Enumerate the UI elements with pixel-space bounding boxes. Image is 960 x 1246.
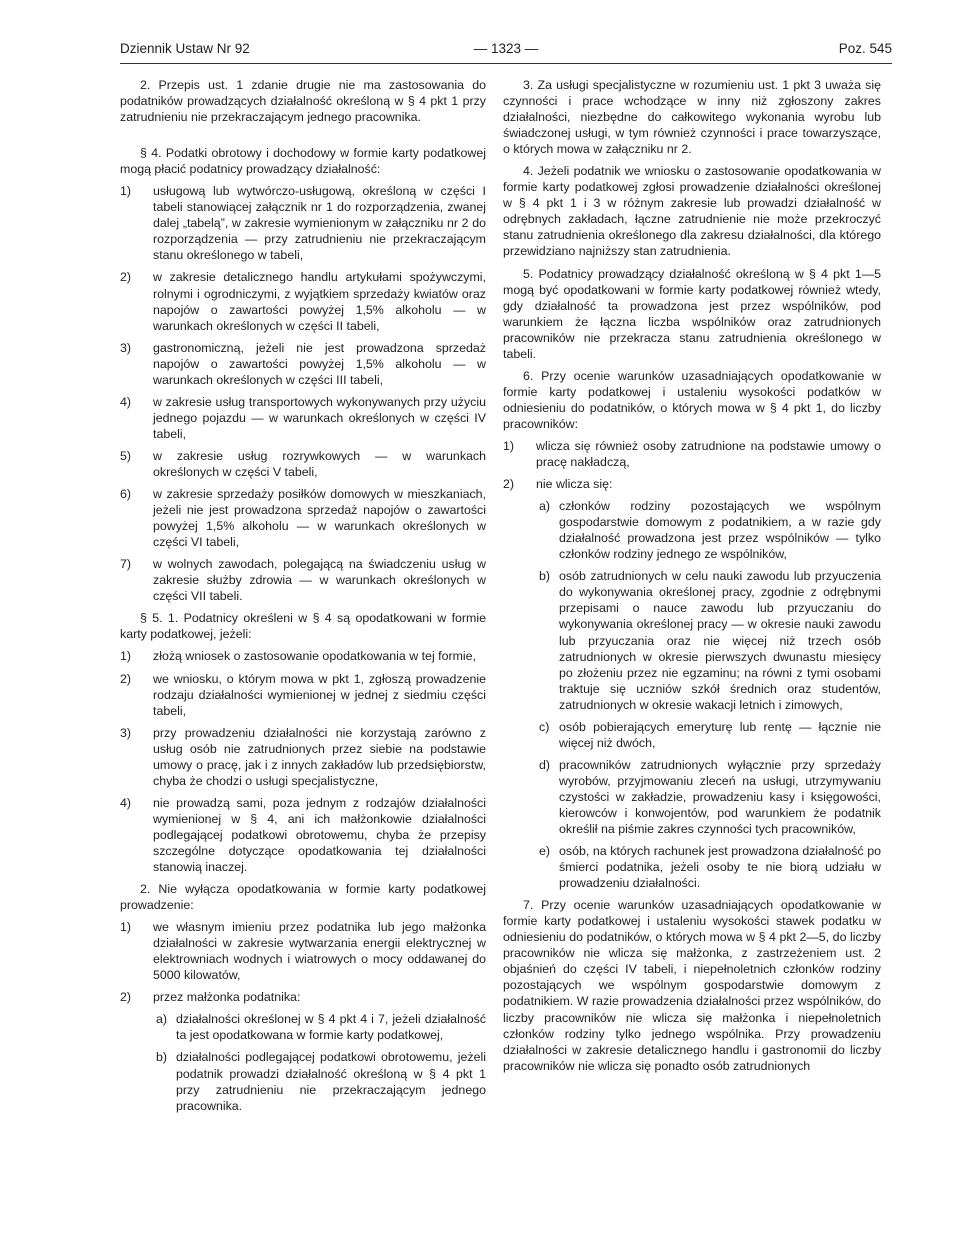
sub-item-text: działalności podlegającej podatkowi obrotowemu, jeżeli podatnik prowadzi działalność określoną w § 4 pkt 1 przy zatrudnieniu nie przekraczającym jednego pracownika. <box>176 1050 486 1113</box>
item-number: 1) <box>503 438 515 453</box>
item-text: przy prowadzeniu działalności nie korzystają zarówno z usług osób nie zatrudnionych przez siebie na podstawie umowy o pracę, jak i z innych zakładów lub przedsiębiorstw, chyba że chodzi o usługi specjalistyczne, <box>153 725 486 788</box>
sub-item-letter: c) <box>539 719 550 734</box>
sub-item-text: osób zatrudnionych w celu nauki zawodu lub przyuczenia do wykonywania określonej pracy, zgodnie z odrębnymi przepisami o nauce zawodu lub przyuczaniu do wykonywania określonej pracy — w okresie nauki zawodu lub przyuczania oraz nie więcej niż trzech osób zatrudnionych w okresie pierwszych dwunastu miesięcy po złożeniu przez nie egzaminu; na równi z tymi osobami traktuje się uczniów szkół średnich oraz studentów, zatrudnionych w okresie wakacji letnich i zimowych, <box>559 569 881 712</box>
item-text: przez małżonka podatnika: <box>153 990 301 1005</box>
list-item <box>120 183 486 263</box>
sub-item <box>503 843 881 891</box>
item-number: 5) <box>120 448 132 463</box>
item-text: w wolnych zawodach, polegającą na świadczeniu usług w zakresie służby zdrowia — w warunkach określonych w części VII tabeli. <box>153 557 486 604</box>
right-column <box>503 77 881 1080</box>
paragraph-7: 7. Przy ocenie warunków uzasadniających opodatkowanie w formie karty podatkowej i ustaleniu wysokości stawek podatku w odniesieniu do podatników, o których mowa w § 4 pkt 2—5, do liczby pracowników nie wlicza się małżonka, z zastrzeżeniem ust. 2 objaśnień do części IV tabeli, i niepełnoletnich członków rodziny pozostających we wspólnym gospodarstwie domowym z podatnikiem. W razie prowadzenia działalności przez wspólników, do liczby pracowników nie wlicza się małżonka i niepełnoletnich członków rodziny tylko jednego wspólnika. Przy prowadzeniu działalności w zakresie detalicznego handlu i gastronomii do liczby pracowników nie wlicza się ponadto osób zatrudnionych <box>503 898 881 1073</box>
list-item <box>503 476 881 492</box>
left-column <box>120 77 486 1120</box>
item-number: 1) <box>120 920 132 935</box>
page-number: — 1323 — <box>473 41 539 56</box>
list-item <box>120 795 486 875</box>
sub-item-text: osób, na których rachunek jest prowadzona działalność po śmierci podatnika, jeżeli osoby te nie biorą udziału w prowadzeniu działalności. <box>559 844 881 891</box>
sub-item-text: działalności określonej w § 4 pkt 4 i 7, jeżeli działalność ta jest opodatkowana w formie karty podatkowej, <box>176 1012 486 1043</box>
item-number: 3) <box>120 725 132 740</box>
list-item <box>120 269 486 333</box>
item-number: 1) <box>120 649 132 664</box>
item-number: 1) <box>120 184 132 199</box>
item-number: 2) <box>120 270 132 285</box>
item-number: 4) <box>120 795 132 810</box>
item-text: w zakresie detalicznego handlu artykułami spożywczymi, rolnymi i ogrodniczymi, z wyjątkiem sprzedaży kwiatów oraz napojów o zawartości powyżej 1,5% alkoholu — w warunkach określonych w części II tabeli, <box>153 270 486 333</box>
item-number: 2) <box>503 477 515 492</box>
sub-item-letter: b) <box>539 569 551 584</box>
header-rule <box>120 63 892 64</box>
page-header <box>120 40 892 60</box>
sub-item <box>503 757 881 837</box>
item-text: złożą wniosek o zastosowanie opodatkowania w tej formie, <box>153 649 477 664</box>
list-item <box>120 725 486 789</box>
sub-item-letter: e) <box>539 844 551 859</box>
sub-item-text: osób pobierających emeryturę lub rentę — łącznie nie więcej niż dwóch, <box>559 719 881 750</box>
paragraph-s4: § 4. Podatki obrotowy i dochodowy w formie karty podatkowej mogą płacić podatnicy prowadzący działalność: <box>120 146 486 177</box>
list-item <box>120 448 486 480</box>
journal-title: Dziennik Ustaw Nr 92 <box>120 41 250 56</box>
item-text: nie wlicza się: <box>536 477 613 492</box>
sub-item-text: członków rodziny pozostających we wspólnym gospodarstwie domowym z podatnikiem, a w razie gdy działalność prowadzona jest przez wspólników — tylko członków rodziny jednego ze wspólników, <box>559 499 881 562</box>
sub-item <box>503 568 881 712</box>
list-item <box>503 438 881 470</box>
position-number: Poz. 545 <box>838 41 892 56</box>
sub-item <box>503 719 881 751</box>
item-text: we wniosku, o którym mowa w pkt 1, zgłoszą prowadzenie rodzaju działalności wymienionej w jednej z siedmiu części tabeli, <box>153 671 486 718</box>
sub-item-letter: d) <box>539 757 551 772</box>
paragraph-intro: 2. Przepis ust. 1 zdanie drugie nie ma zastosowania do podatników prowadzących działalność określoną w § 4 pkt 1 przy zatrudnieniu nie przekraczającym jednego pracownika. <box>120 78 486 125</box>
paragraph-4: 4. Jeżeli podatnik we wniosku o zastosowanie opodatkowania w formie karty podatkowej zgłosi prowadzenie działalności określonej w § 4 pkt 1 i 3 w różnym zakresie lub prowadzi działalność w odrębnych zakładach, łączne zatrudnienie nie może przekroczyć stanu zatrudnienia określonego dla zakresu działalności, dla którego przewidziano najniższy stan zatrudnienia. <box>503 164 881 259</box>
item-number: 4) <box>120 394 132 409</box>
item-number: 3) <box>120 340 132 355</box>
item-text: gastronomiczną, jeżeli nie jest prowadzona sprzedaż napojów o zawartości powyżej 1,5% alkoholu — w warunkach określonych w części III tabeli, <box>153 340 486 387</box>
sub-item <box>503 498 881 562</box>
list-item <box>120 486 486 550</box>
sub-item-letter: a) <box>156 1012 168 1027</box>
list-item <box>120 919 486 983</box>
sub-item-text: pracowników zatrudnionych wyłącznie przy sprzedaży wyrobów, przyjmowaniu zleceń na usługi, utrzymywaniu czystości w zakładzie, prowadzeniu kasy i księgowości, kierowców i konwojentów, pod warunkiem że podatnik określił na piśmie zakres czynności tych pracowników, <box>559 757 881 837</box>
item-text: w zakresie sprzedaży posiłków domowych w mieszkaniach, jeżeli nie jest prowadzona sprzedaż napojów o zawartości powyżej 1,5% alkoholu — w warunkach określonych w części VI tabeli, <box>153 487 486 550</box>
list-item <box>120 671 486 719</box>
list-item <box>120 556 486 604</box>
item-text: wlicza się również osoby zatrudnione na podstawie umowy o pracę nakładczą, <box>536 438 881 470</box>
spacer <box>120 131 486 145</box>
item-number: 6) <box>120 487 132 502</box>
paragraph-3: 3. Za usługi specjalistyczne w rozumieniu ust. 1 pkt 3 uważa się czynności i prace wchodzące w inny niż zgłoszony zakres działalności, niezbędne do całkowitego wykonania wyrobu lub świadczonej usługi, w tym również czynności i prace towarzyszące, o których mowa w załączniku nr 2. <box>503 78 881 157</box>
list-item <box>120 394 486 442</box>
paragraph-2: 2. Nie wyłącza opodatkowania w formie karty podatkowej prowadzenie: <box>120 882 486 913</box>
sub-item-letter: a) <box>539 499 551 514</box>
sub-item <box>120 1011 486 1043</box>
sub-item <box>120 1049 486 1113</box>
paragraph-6: 6. Przy ocenie warunków uzasadniających opodatkowanie w formie karty podatkowej i ustaleniu wysokości podatków w odniesieniu do podatników, o których mowa w § 4 pkt 1, do liczby pracowników: <box>503 368 881 431</box>
list-item <box>120 340 486 388</box>
item-text: w zakresie usług transportowych wykonywanych przy użyciu jednego pojazdu — w warunkach określonych w części IV tabeli, <box>153 394 486 441</box>
sub-item-letter: b) <box>156 1050 168 1065</box>
paragraph-5: 5. Podatnicy prowadzący działalność określoną w § 4 pkt 1—5 mogą być opodatkowani w formie karty podatkowej również wtedy, gdy działalność ta prowadzona jest przez wspólników, pod warunkiem że łączna liczba wspólników oraz zatrudnionych pracowników nie przekracza stanu zatrudnienia określonego w tabeli. <box>503 266 881 361</box>
item-number: 2) <box>120 671 132 686</box>
list-item <box>120 648 486 664</box>
item-text: we własnym imieniu przez podatnika lub jego małżonka działalności w zakresie wytwarzania energii elektrycznej w elektrowniach wodnych i wiatrowych o mocy oddawanej do 5000 kilowatów, <box>153 920 486 983</box>
paragraph-s5: § 5. 1. Podatnicy określeni w § 4 są opodatkowani w formie karty podatkowej, jeżeli: <box>120 611 486 642</box>
item-number: 2) <box>120 990 132 1005</box>
item-number: 7) <box>120 557 132 572</box>
list-item <box>120 989 486 1005</box>
item-text: usługową lub wytwórczo-usługową, określoną w części I tabeli stanowiącej załącznik nr 1 do rozporządzenia, zwanej dalej „tabelą”, w zakresie wymienionym w załączniku nr 2 do rozporządzenia — przy zatrudnieniu nie przekraczającym stanu określonego w tabeli, <box>153 184 486 263</box>
item-text: nie prowadzą sami, poza jednym z rodzajów działalności wymienionej w § 4, ani ich małżonkowie działalności podlegającej podatkowi obrotowemu, chyba że przepisy szczególne dotyczące opodatkowania tej działalności stanowią inaczej. <box>153 795 486 875</box>
item-text: w zakresie usług rozrywkowych — w warunkach określonych w części V tabeli, <box>153 448 486 479</box>
